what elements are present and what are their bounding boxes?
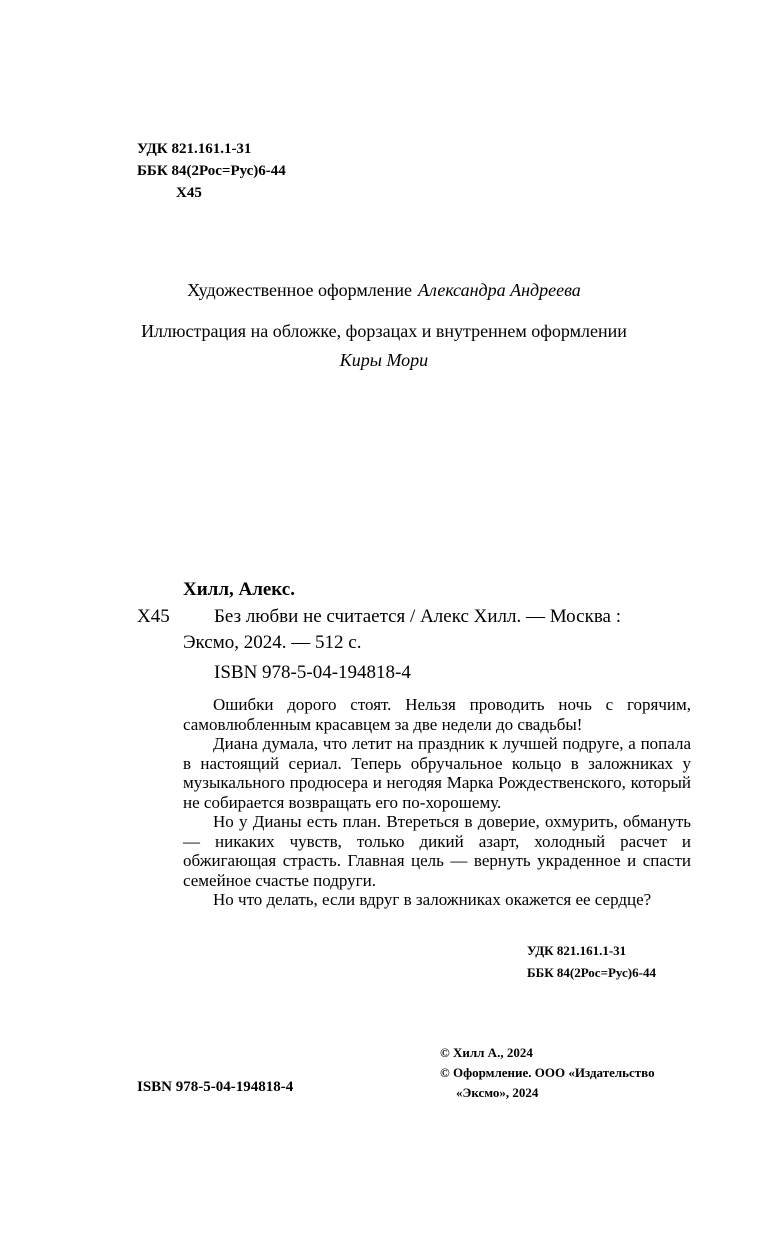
udk-code-top: УДК 821.161.1-31	[137, 141, 252, 157]
annotation-paragraph: Но что делать, если вдруг в заложниках окажется ее сердце?	[213, 890, 652, 909]
annotation-paragraph: Ошибки дорого стоят. Нельзя проводить ночь с горячим, самовлюбленным красавцем за две недели до свадьбы!	[183, 695, 691, 734]
title-line-2: Эксмо, 2024. — 512 с.	[183, 632, 362, 653]
footer-isbn: ISBN 978-5-04-194818-4	[137, 1079, 294, 1095]
illustration-credit-label: Иллюстрация на обложке, форзацах и внутреннем оформлении	[141, 321, 627, 341]
annotation-paragraph: Диана думала, что летит на праздник к лучшей подруге, а попала в настоящий сериал. Теперь обручальное кольцо в заложниках у музыкального продюсера и негодяя Марка Рождественского, который не собирается возвращать его по-хорошему.	[183, 734, 691, 812]
design-credit-name: Александра Андреева	[418, 280, 581, 300]
isbn-line: ISBN 978-5-04-194818-4	[214, 662, 411, 683]
bbk-code-top: ББК 84(2Рос=Рус)6-44	[137, 163, 286, 179]
copyright-design-cont: «Эксмо», 2024	[456, 1085, 539, 1100]
bbk-code-bottom: ББК 84(2Рос=Рус)6-44	[527, 965, 656, 980]
author-sign: Х45	[137, 606, 170, 627]
copyright-design: © Оформление. ООО «Издательство	[440, 1065, 655, 1080]
annotation-paragraph: Но у Дианы есть план. Втереться в доверие, охмурить, обмануть — никаких чувств, только дикий азарт, холодный расчет и обжигающая страсть. Главная цель — вернуть украденное и спасти семейное счастье подруги.	[183, 812, 691, 890]
udk-code-bottom: УДК 821.161.1-31	[527, 943, 627, 958]
title-line-1: Без любви не считается / Алекс Хилл. — Москва :	[214, 606, 621, 627]
annotation	[183, 695, 691, 910]
illustration-credit-name: Киры Мори	[339, 350, 429, 370]
author-heading: Хилл, Алекс.	[183, 579, 295, 600]
copyright-author: © Хилл А., 2024	[440, 1045, 533, 1060]
design-credit-label: Художественное оформление	[187, 280, 413, 300]
design-credit	[0, 280, 768, 301]
author-sign-top: Х45	[176, 185, 202, 201]
